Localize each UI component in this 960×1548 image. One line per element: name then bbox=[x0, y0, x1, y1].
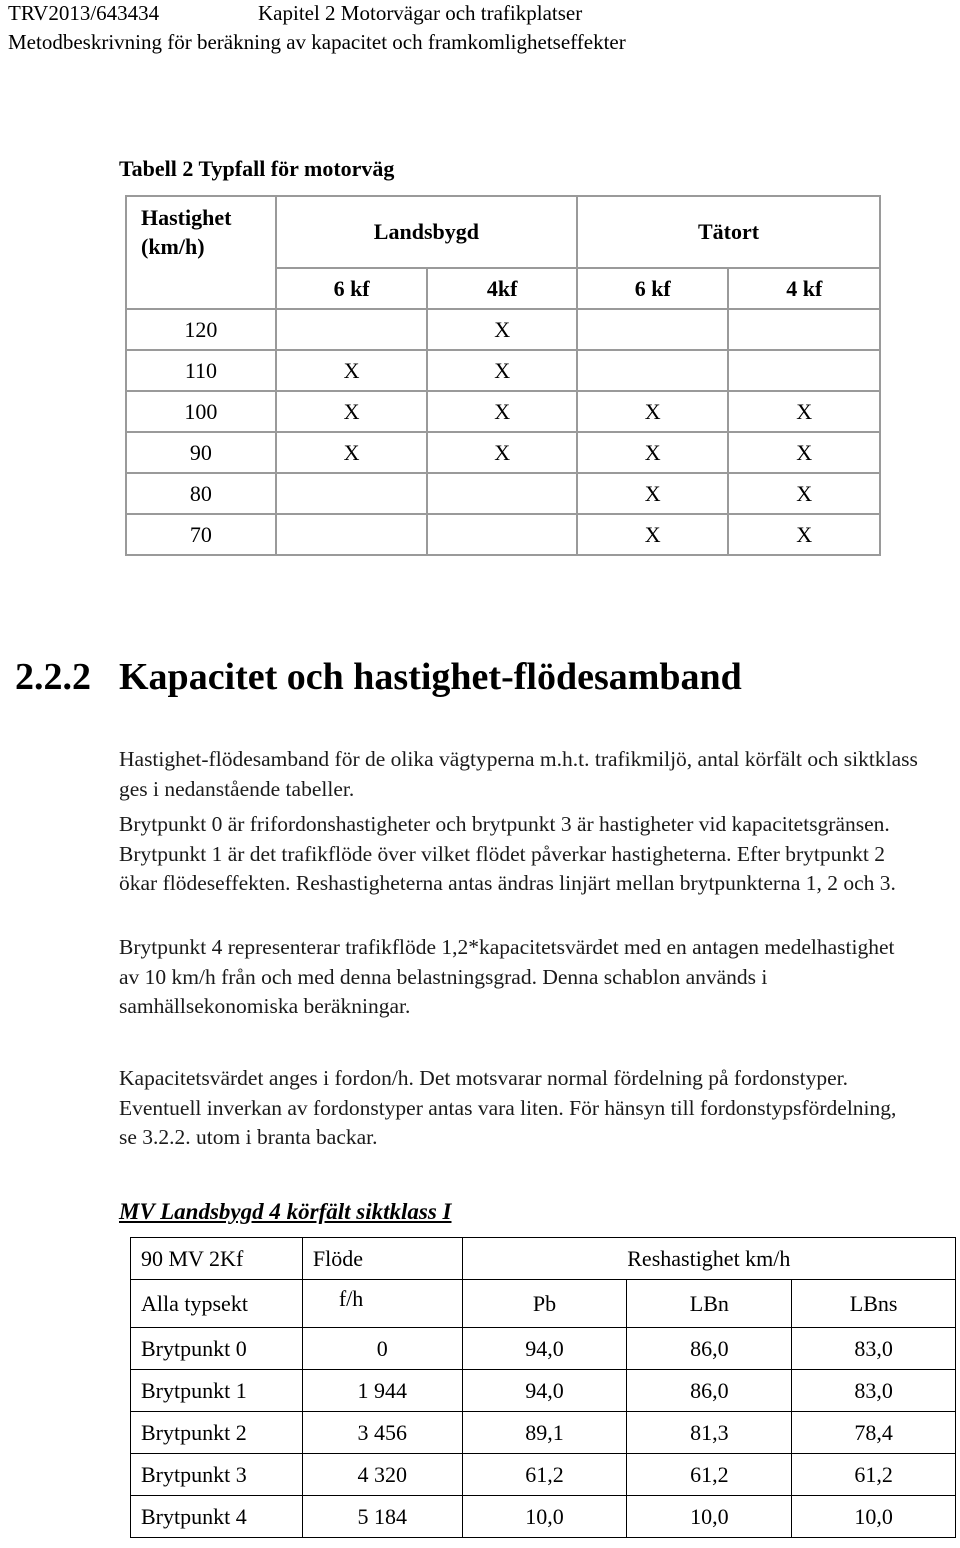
speed-label-2: (km/h) bbox=[141, 234, 205, 259]
table-row bbox=[131, 1496, 956, 1538]
table-cell: 0 bbox=[302, 1328, 462, 1370]
table-row bbox=[126, 350, 880, 391]
paragraph-3: Brytpunkt 4 representerar trafikflöde 1,2*kapacitetsvärdet med en antagen medelhastighet av 10 km/h från och med denna belastningsgrad. Denna schablon används i samhällsekonomiska beräkningar. bbox=[119, 935, 895, 1018]
paragraph-1: Hastighet-flödesamband för de olika vägtyperna m.h.t. trafikmiljö, antal körfält och siktklass ges i nedanstående tabeller. bbox=[119, 747, 918, 801]
table-row bbox=[131, 1412, 956, 1454]
table-cell bbox=[577, 350, 728, 391]
speed-cell: 100 bbox=[126, 391, 276, 432]
speed-cell: 120 bbox=[126, 309, 276, 350]
table-cell: X bbox=[577, 473, 728, 514]
table-cell: 1 944 bbox=[302, 1370, 462, 1412]
speed-cell: 70 bbox=[126, 514, 276, 555]
table1-header-row bbox=[126, 196, 880, 268]
table-cell bbox=[427, 514, 577, 555]
table2-head-cell: f/h bbox=[302, 1280, 462, 1328]
table-cell: X bbox=[728, 391, 880, 432]
section-number: 2.2.2 bbox=[15, 656, 91, 698]
paragraph-2: Brytpunkt 0 är frifordonshastigheter och brytpunkt 3 är hastigheter vid kapacitetsgränsen. Brytpunkt 1 är det trafikflöde över vilket flödet påverkar hastigheterna. Efter brytpunkt 2 ökar flödeseffekten. Reshastigheterna antas ändras linjärt mellan brytpunkterna 1, 2 och 3. bbox=[119, 812, 896, 895]
table-cell: Brytpunkt 1 bbox=[131, 1370, 303, 1412]
table2-title: MV Landsbygd 4 körfält siktklass I bbox=[119, 1199, 452, 1224]
page-header-line-1 bbox=[8, 1, 583, 25]
table-row bbox=[131, 1370, 956, 1412]
table-mv-landsbygd bbox=[130, 1237, 956, 1538]
table2-head-cell: LBn bbox=[627, 1280, 792, 1328]
table-cell: 61,2 bbox=[792, 1454, 956, 1496]
group-landsbygd: Landsbygd bbox=[276, 196, 577, 268]
table-cell: 61,2 bbox=[627, 1454, 792, 1496]
table-cell: 10,0 bbox=[627, 1496, 792, 1538]
table-cell bbox=[427, 473, 577, 514]
table-cell: 78,4 bbox=[792, 1412, 956, 1454]
table-typfall-motorvag bbox=[125, 195, 881, 556]
table-row bbox=[126, 514, 880, 555]
table2-head-cell: LBns bbox=[792, 1280, 956, 1328]
table-cell: 10,0 bbox=[462, 1496, 627, 1538]
table-cell: 86,0 bbox=[627, 1328, 792, 1370]
table-cell: X bbox=[276, 391, 428, 432]
speed-cell: 110 bbox=[126, 350, 276, 391]
table-cell: 10,0 bbox=[792, 1496, 956, 1538]
table-row bbox=[126, 432, 880, 473]
table-cell bbox=[577, 309, 728, 350]
table-cell: X bbox=[577, 391, 728, 432]
table-cell: X bbox=[427, 350, 577, 391]
table-cell: Brytpunkt 0 bbox=[131, 1328, 303, 1370]
table-cell: 94,0 bbox=[462, 1328, 627, 1370]
table-cell: 89,1 bbox=[462, 1412, 627, 1454]
table-cell: X bbox=[427, 432, 577, 473]
table-cell: 3 456 bbox=[302, 1412, 462, 1454]
table-row bbox=[131, 1328, 956, 1370]
table-cell: X bbox=[276, 350, 428, 391]
table-cell: X bbox=[577, 514, 728, 555]
table-row bbox=[131, 1454, 956, 1496]
table-cell: 83,0 bbox=[792, 1370, 956, 1412]
table2-head-cell: 90 MV 2Kf bbox=[131, 1238, 303, 1280]
section-title: Kapacitet och hastighet-flödesamband bbox=[119, 656, 742, 698]
table-cell bbox=[728, 309, 880, 350]
subheader-cell: 6 kf bbox=[577, 268, 728, 309]
table-cell: 61,2 bbox=[462, 1454, 627, 1496]
table2-head-cell: Alla typsekt bbox=[131, 1280, 303, 1328]
table-cell: 86,0 bbox=[627, 1370, 792, 1412]
table-cell: 5 184 bbox=[302, 1496, 462, 1538]
table-cell: Brytpunkt 2 bbox=[131, 1412, 303, 1454]
subheader-cell: 4 kf bbox=[728, 268, 880, 309]
table2-head-cell: Flöde bbox=[302, 1238, 462, 1280]
table-cell: 81,3 bbox=[627, 1412, 792, 1454]
speed-cell: 80 bbox=[126, 473, 276, 514]
subheader-cell: 6 kf bbox=[276, 268, 428, 309]
table-cell bbox=[276, 309, 428, 350]
table-cell bbox=[276, 473, 428, 514]
table-cell: 83,0 bbox=[792, 1328, 956, 1370]
paragraph-4: Kapacitetsvärdet anges i fordon/h. Det motsvarar normal fördelning på fordonstyper. Eventuell inverkan av fordonstyper antas vara liten. För hänsyn till fordonstypsfördelning, se 3.2.2. utom i branta backar. bbox=[119, 1066, 897, 1149]
table-cell: X bbox=[427, 309, 577, 350]
chapter-title: Kapitel 2 Motorvägar och trafikplatser bbox=[258, 1, 583, 25]
table-cell bbox=[728, 350, 880, 391]
subheader-cell: 4kf bbox=[427, 268, 577, 309]
table-cell: Brytpunkt 4 bbox=[131, 1496, 303, 1538]
speed-cell: 90 bbox=[126, 432, 276, 473]
section-heading bbox=[15, 655, 742, 699]
table1-speed-header bbox=[126, 196, 276, 309]
table2-header-row-2 bbox=[131, 1280, 956, 1328]
table-row bbox=[126, 473, 880, 514]
table2-header-row-1 bbox=[131, 1238, 956, 1280]
doc-id: TRV2013/643434 bbox=[8, 1, 160, 25]
table-cell: X bbox=[728, 514, 880, 555]
page-header-line-2: Metodbeskrivning för beräkning av kapacitet och framkomlighetseffekter bbox=[8, 30, 626, 54]
table-cell bbox=[276, 514, 428, 555]
group-tatort: Tätort bbox=[577, 196, 880, 268]
table-cell: Brytpunkt 3 bbox=[131, 1454, 303, 1496]
table-row bbox=[126, 391, 880, 432]
table-cell: X bbox=[577, 432, 728, 473]
table2-head-cell: Reshastighet km/h bbox=[462, 1238, 955, 1280]
table-cell: X bbox=[728, 473, 880, 514]
table-cell: 94,0 bbox=[462, 1370, 627, 1412]
speed-label-1: Hastighet bbox=[141, 205, 232, 230]
table1-caption: Tabell 2 Typfall för motorväg bbox=[119, 156, 395, 181]
table-cell: 4 320 bbox=[302, 1454, 462, 1496]
table-row bbox=[126, 309, 880, 350]
table-cell: X bbox=[427, 391, 577, 432]
table-cell: X bbox=[276, 432, 428, 473]
table-cell: X bbox=[728, 432, 880, 473]
table2-head-cell: Pb bbox=[462, 1280, 627, 1328]
